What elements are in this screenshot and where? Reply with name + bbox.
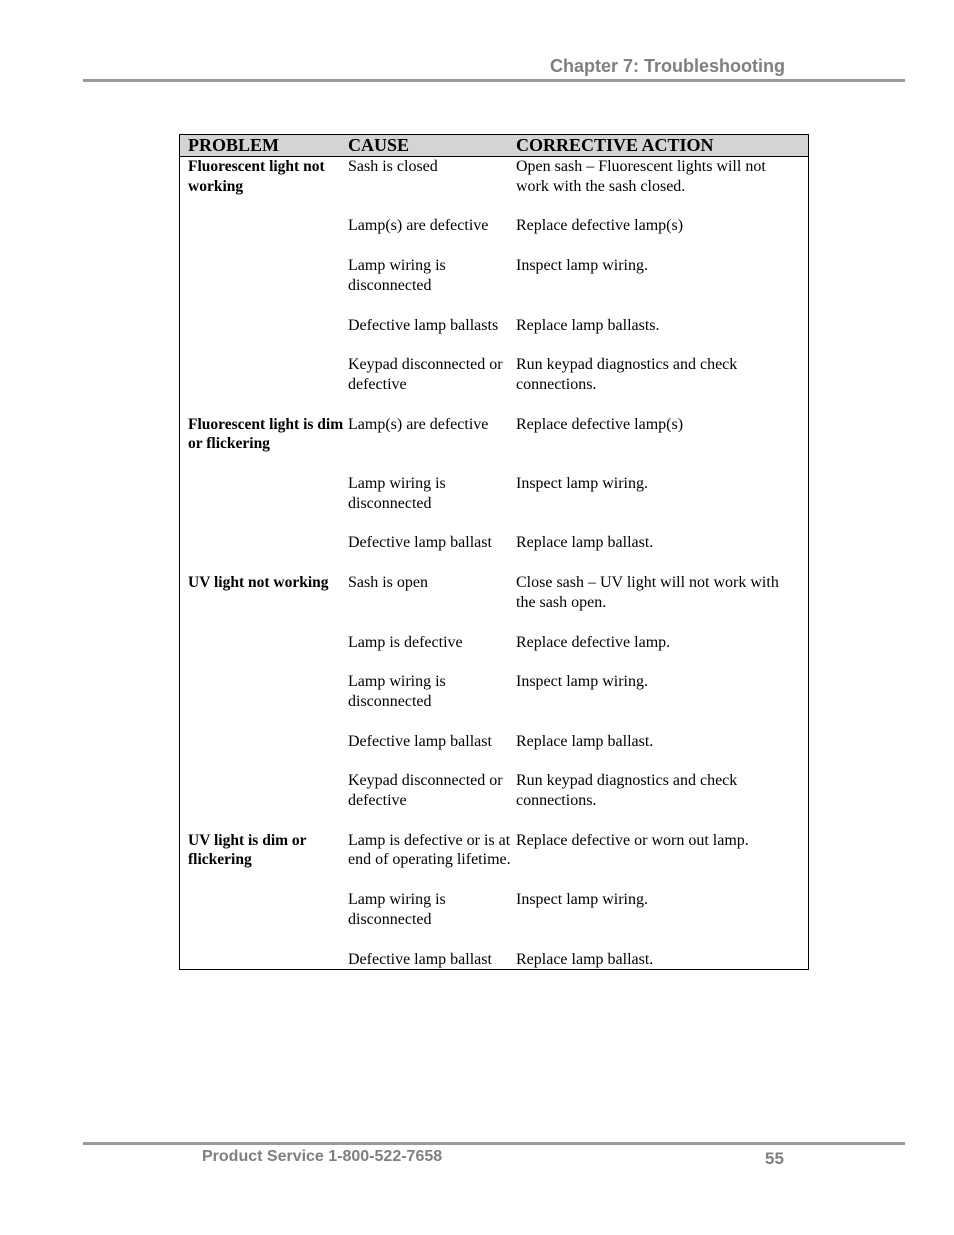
column-header-problem: PROBLEM (188, 135, 280, 155)
corrective-action-cell: Inspect lamp wiring. (516, 891, 648, 909)
corrective-action-cell: Replace lamp ballasts. (516, 316, 660, 334)
table-row (180, 415, 808, 454)
cause-cell: Lamp wiring is disconnected (348, 673, 446, 710)
row-spacer (180, 652, 808, 672)
cause-cell: Lamp(s) are defective (348, 217, 489, 235)
corrective-action-cell: Replace defective or worn out lamp. (516, 831, 749, 849)
row-spacer (180, 454, 808, 474)
problem-group (180, 157, 808, 395)
cause-cell: Lamp is defective (348, 633, 463, 651)
cause-cell: Keypad disconnected or defective (348, 772, 503, 810)
corrective-action-cell: Replace lamp ballast. (516, 534, 654, 552)
chapter-title: Chapter 7: Troubleshooting (549, 56, 785, 76)
row-spacer (180, 513, 808, 533)
row-spacer (180, 236, 808, 256)
page-number: 55 (765, 1149, 784, 1168)
row-spacer (180, 712, 808, 732)
corrective-action-cell: Replace defective lamp. (516, 633, 671, 651)
header-rule (83, 79, 905, 82)
corrective-action-cell: Replace defective lamp(s) (516, 217, 684, 235)
table-row (180, 672, 808, 711)
cause-cell: Lamp(s) are defective (348, 415, 489, 433)
cause-cell: Lamp wiring is disconnected (348, 475, 446, 512)
problem-cell: Fluorescent light is dim or flickering (188, 415, 344, 453)
table-row (180, 474, 808, 513)
problem-cell: UV light is dim or flickering (188, 831, 307, 869)
table-row (180, 950, 808, 970)
problem-group (180, 553, 808, 811)
table-row (180, 355, 808, 394)
corrective-action-cell: Close sash – UV light will not work with the sash open. (516, 574, 779, 611)
table-row (180, 216, 808, 236)
corrective-action-cell: Replace defective lamp(s) (516, 415, 684, 433)
product-service-text: Product Service 1-800-522-7658 (202, 1148, 443, 1165)
row-spacer (180, 196, 808, 216)
table-row (180, 533, 808, 553)
corrective-action-cell: Open sash – Fluorescent lights will not work with the sash closed. (516, 158, 766, 195)
problem-group (180, 395, 808, 554)
cause-cell: Lamp is defective or is at end of operating lifetime. (348, 831, 511, 869)
cause-cell: Keypad disconnected or defective (348, 356, 503, 393)
cause-cell: Defective lamp ballast (348, 732, 492, 750)
table-row (180, 771, 808, 810)
problem-cell: UV light not working (188, 574, 329, 592)
corrective-action-cell: Run keypad diagnostics and check connections. (516, 356, 738, 393)
table-row (180, 316, 808, 336)
cause-cell: Lamp wiring is disconnected (348, 891, 446, 928)
table-row (180, 732, 808, 752)
table-row (180, 633, 808, 653)
corrective-action-cell: Inspect lamp wiring. (516, 257, 648, 275)
row-spacer (180, 751, 808, 771)
table-row (180, 573, 808, 612)
row-spacer (180, 395, 808, 415)
problem-cell: Fluorescent light not working (188, 158, 325, 195)
table-header-row (180, 135, 808, 157)
column-header-cause: CAUSE (348, 135, 410, 155)
corrective-action-cell: Inspect lamp wiring. (516, 475, 648, 493)
problem-group (180, 811, 808, 970)
footer-rule (83, 1142, 905, 1145)
cause-cell: Sash is closed (348, 158, 438, 175)
table-row (180, 256, 808, 295)
corrective-action-cell: Run keypad diagnostics and check connections. (516, 772, 738, 810)
row-spacer (180, 335, 808, 355)
cause-cell: Sash is open (348, 574, 428, 592)
row-spacer (180, 553, 808, 573)
cause-cell: Defective lamp ballast (348, 950, 492, 968)
row-spacer (180, 870, 808, 890)
row-spacer (180, 930, 808, 950)
table-row (180, 157, 808, 196)
row-spacer (180, 811, 808, 831)
cause-cell: Defective lamp ballasts (348, 316, 499, 334)
table-row (180, 890, 808, 929)
row-spacer (180, 613, 808, 633)
corrective-action-cell: Replace lamp ballast. (516, 950, 654, 968)
column-header-corrective-action: CORRECTIVE ACTION (516, 135, 714, 155)
row-spacer (180, 296, 808, 316)
table-row (180, 831, 808, 870)
cause-cell: Defective lamp ballast (348, 534, 492, 552)
cause-cell: Lamp wiring is disconnected (348, 257, 446, 294)
troubleshooting-table (179, 134, 809, 970)
corrective-action-cell: Replace lamp ballast. (516, 732, 654, 750)
table-body (180, 157, 808, 969)
corrective-action-cell: Inspect lamp wiring. (516, 673, 648, 691)
